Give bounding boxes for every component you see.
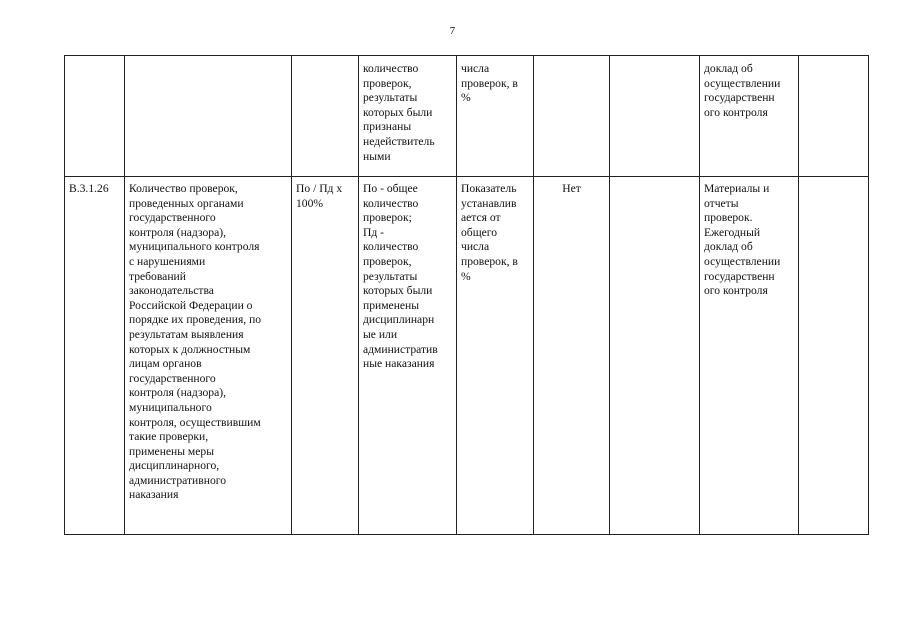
cell-sources: Материалы и отчеты проверок. Ежегодный доклад об осуществлении государственн ого контроля xyxy=(700,177,799,535)
page-number: 7 xyxy=(449,25,456,37)
cell-code xyxy=(65,56,125,177)
cell-variables: По - общее количество проверок; Пд - количество проверок, результаты которых были применены дисциплинарн ые или административ ные наказания xyxy=(359,177,457,535)
cell-formula xyxy=(292,56,359,177)
cell-calculation: числа проверок, в % xyxy=(457,56,534,177)
cell-empty xyxy=(610,56,700,177)
cell-last xyxy=(799,177,869,535)
cell-indicator: Нет xyxy=(534,177,610,535)
cell-indicator xyxy=(534,56,610,177)
cell-name xyxy=(125,56,292,177)
cell-sources: доклад об осуществлении государственн ого контроля xyxy=(700,56,799,177)
table-row xyxy=(65,177,869,535)
cell-code: В.3.1.26 xyxy=(65,177,125,535)
cell-variables: количество проверок, результаты которых были признаны недействитель ными xyxy=(359,56,457,177)
indicator-table xyxy=(64,55,869,535)
cell-empty xyxy=(610,177,700,535)
cell-formula: По / Пд х 100% xyxy=(292,177,359,535)
table-row xyxy=(65,56,869,177)
cell-last xyxy=(799,56,869,177)
cell-calculation: Показатель устанавлив ается от общего числа проверок, в % xyxy=(457,177,534,535)
cell-name: Количество проверок, проведенных органами государственного контроля (надзора), муниципального контроля с нарушениями требований законодательства Российской Федерации о порядке их проведения, по результатам выявления которых к должностным лицам органов государственного контроля (надзора), муниципального контроля, осуществившим такие проверки, применены меры дисциплинарного, административного наказания xyxy=(125,177,292,535)
